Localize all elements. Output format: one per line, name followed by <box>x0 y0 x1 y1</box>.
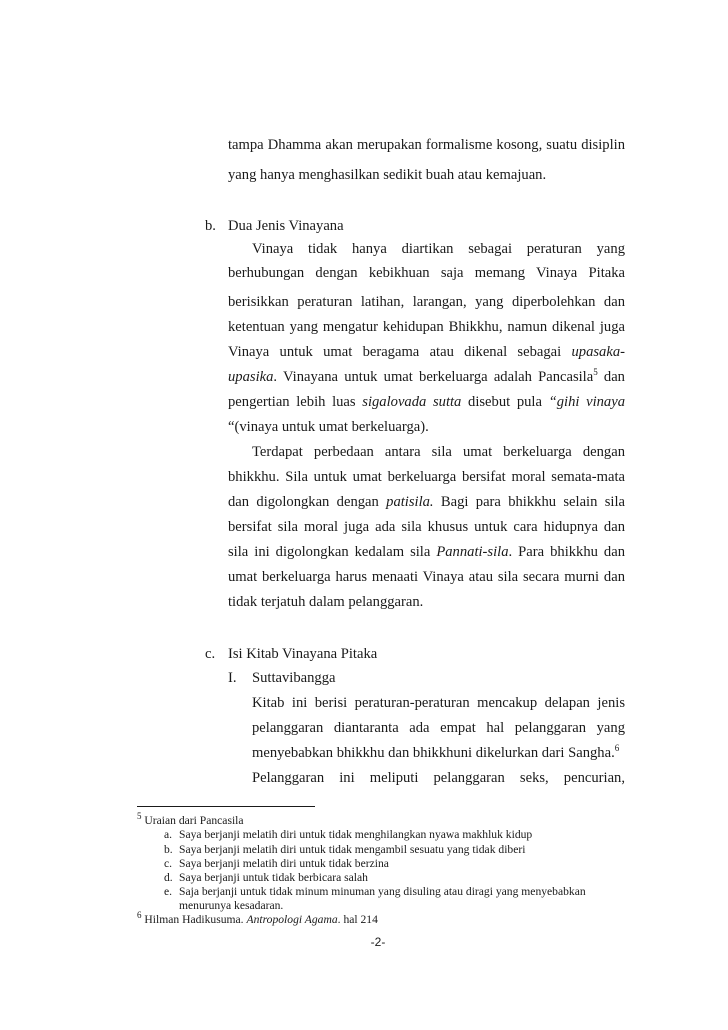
body-text-line: berisikkan peraturan latihan, larangan, yang diperbolehkan dan <box>228 294 625 310</box>
body-text-line: umat berkeluarga harus menaati Vinaya atau sila secara murni dan <box>228 569 625 585</box>
body-text-line: menyebabkan bhikkhu dan bhikkhuni dikelurkan dari Sangha.$^6$ <box>252 743 620 761</box>
body-text-line: Terdapat perbedaan antara sila umat berkeluarga dengan <box>252 444 625 460</box>
section-heading-c: Isi Kitab Vinayana Pitaka <box>228 646 378 662</box>
body-text-line: sila ini digolongkan kedalam sila Pannati-sila. Para bhikkhu dan <box>228 544 626 560</box>
body-text-line: Pelanggaran ini meliputi pelanggaran seks, pencurian, <box>252 770 625 786</box>
footnote-list-item: a. Saya berjanji melatih diri untuk tidak menghilangkan nyawa makhluk kidup <box>164 828 533 841</box>
footnote-6: $^6$ Hilman Hadikusuma. Antropologi Agama. hal 214 <box>137 910 378 926</box>
sublist-marker-i: I. <box>228 670 237 686</box>
body-text-line: Vinaya untuk umat beragama atau dikenal sebagai upasaka- <box>228 344 625 360</box>
body-text-line: bhikkhu. Sila untuk umat berkeluarga bersifat moral semata-mata <box>228 469 625 485</box>
body-text-line: tidak terjatuh dalam pelanggaran. <box>228 594 424 610</box>
body-text-line: “(vinaya untuk umat berkeluarga). <box>228 419 429 435</box>
body-text-line: tampa Dhamma akan merupakan formalisme kosong, suatu disiplin <box>228 137 625 153</box>
footnote-5-title: $^5$ Uraian dari Pancasila <box>137 811 244 827</box>
body-text-line: yang hanya menghasilkan sedikit buah atau kemajuan. <box>228 167 547 183</box>
footnote-separator <box>137 806 315 807</box>
body-text-line: berhubungan dengan kebikhuan saja memang Vinaya Pitaka <box>228 265 625 281</box>
footnote-ref-6: 6 <box>614 743 620 754</box>
footnote-list-item: e. Saja berjanji untuk tidak minum minuman yang disuling atau diragi yang menyebabkan <box>164 885 586 898</box>
footnote-list-item-continuation: menurunya kesadaran. <box>179 899 284 912</box>
footnote-list-item: c. Saya berjanji melatih diri untuk tidak berzina <box>164 857 389 870</box>
footnote-list-item: d. Saya berjanji untuk tidak berbicara salah <box>164 871 368 884</box>
body-text-line: pelanggaran diantaranta ada empat hal pelanggaran yang <box>252 720 625 736</box>
section-heading-b: Dua Jenis Vinayana <box>228 218 344 234</box>
body-text-line: upasika. Vinayana untuk umat berkeluarga adalah Pancasila$^5$ dan <box>228 367 625 385</box>
body-text-line: Kitab ini berisi peraturan-peraturan mencakup delapan jenis <box>252 695 625 711</box>
footnote-ref-5: 5 <box>593 367 598 378</box>
page-number: -2- <box>370 935 386 949</box>
list-marker-c: c. <box>205 646 216 662</box>
body-text-line: dan digolongkan dengan patisila. Bagi para bhikkhu selain sila <box>228 494 625 510</box>
list-marker-b: b. <box>205 218 216 234</box>
body-text-line: ketentuan yang mengatur kehidupan Bhikkhu, namun dikenal juga <box>228 319 625 335</box>
body-text-line: Vinaya tidak hanya diartikan sebagai peraturan yang <box>252 241 625 257</box>
body-text-line: pengertian lebih luas sigalovada sutta disebut pula “gihi vinaya <box>228 394 626 410</box>
body-text-line: bersifat sila moral juga ada sila khusus untuk cara hidupnya dan <box>228 519 625 535</box>
subsection-heading: Suttavibangga <box>252 670 336 686</box>
footnote-list-item: b. Saya berjanji melatih diri untuk tidak mengambil sesuatu yang tidak diberi <box>164 843 526 856</box>
